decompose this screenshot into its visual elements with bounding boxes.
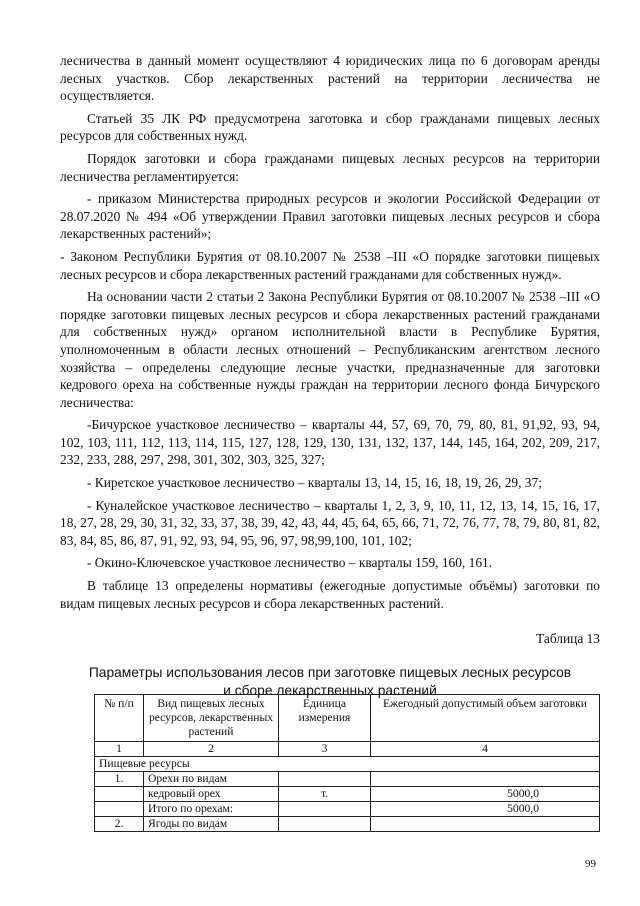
table-row — [95, 817, 600, 832]
table-row — [95, 772, 600, 787]
row-resource: Итого по орехам: — [144, 802, 279, 817]
paragraph: - Законом Республики Бурятия от 08.10.2007 № 2538 –III «О порядке заготовки пищевых лесных ресурсов и сбора лекарственных растений гражданами для собственных нужд». — [60, 248, 600, 282]
table-column-numbers-row — [95, 742, 600, 757]
row-unit — [279, 817, 371, 832]
header-annual-volume: Ежегодный допустимый объем заготовки — [371, 695, 600, 742]
row-number: 1. — [95, 772, 144, 787]
paragraph: -Бичурское участковое лесничество – кварталы 44, 57, 69, 70, 79, 80, 81, 91,92, 93, 94, 102, 103, 111, 112, 113, 114, 115, 127, 128, 129, 130, 131, 132, 137, 144, 145, 164, 202, 209, 217, 232, 233, 288, 297, 298, 301, 302, 303, 325, 327; — [60, 417, 600, 468]
table-section-row — [95, 757, 600, 772]
table-title-line-2: и сборе лекарственных растений — [223, 683, 437, 699]
row-volume: 5000,0 — [371, 802, 600, 817]
column-number: 4 — [371, 742, 600, 757]
column-number: 3 — [279, 742, 371, 757]
section-label: Пищевые ресурсы — [95, 757, 600, 772]
paragraph: В таблице 13 определены нормативы (ежегодные допустимые объёмы) заготовки по видам пищевых лесных ресурсов и сбора лекарственных растений. — [60, 578, 600, 611]
row-unit — [279, 772, 371, 787]
row-resource: Ягоды по видам — [144, 817, 279, 832]
row-resource: кедровый орех — [144, 787, 279, 802]
column-number: 1 — [95, 742, 144, 757]
paragraph: - приказом Министерства природных ресурсов и экологии Российской Федерации от 28.07.2020 № 494 «Об утверждении Правил заготовки пищевых лесных ресурсов и сбора лекарственных растений»; — [60, 191, 600, 242]
row-volume: 5000,0 — [371, 787, 600, 802]
page-number: 99 — [585, 858, 596, 870]
column-number: 2 — [144, 742, 279, 757]
table-header-row — [95, 695, 600, 742]
paragraph: - Окино-Ключевское участковое лесничество – кварталы 159, 160, 161. — [87, 555, 493, 571]
paragraph: Порядок заготовки и сбора гражданами пищевых лесных ресурсов на территории лесничества регламентируется: — [60, 150, 600, 184]
table-row — [95, 787, 600, 802]
paragraph: Статьей 35 ЛК РФ предусмотрена заготовка и сбор гражданами пищевых лесных ресурсов для собственных нужд. — [60, 110, 600, 144]
row-unit: т. — [279, 787, 371, 802]
document-page — [60, 52, 600, 700]
table-label: Таблица 13 — [536, 631, 600, 647]
table-title-line-1: Параметры использования лесов при заготовке пищевых лесных ресурсов — [88, 665, 572, 681]
header-resource-type: Вид пищевых лесных ресурсов, лекарственных растений — [144, 695, 279, 742]
row-number — [95, 787, 144, 802]
row-number — [95, 802, 144, 817]
paragraph: - Киретское участковое лесничество – кварталы 13, 14, 15, 16, 18, 19, 26, 29, 37; — [87, 475, 542, 491]
resources-table — [94, 694, 600, 832]
row-unit — [279, 802, 371, 817]
header-unit: Единица измерения — [279, 695, 371, 742]
body-text — [60, 52, 600, 612]
row-resource: Орехи по видам — [144, 772, 279, 787]
paragraph: лесничества в данный момент осуществляют 4 юридических лица по 6 договорам аренды лесных участков. Сбор лекарственных растений на территории лесничества не осуществляется. — [60, 53, 600, 104]
row-volume — [371, 772, 600, 787]
row-number: 2. — [95, 817, 144, 832]
row-volume — [371, 817, 600, 832]
table-row — [95, 802, 600, 817]
paragraph: - Куналейское участковое лесничество – кварталы 1, 2, 3, 9, 10, 11, 12, 13, 14, 15, 16, 17, 18, 27, 28, 29, 30, 31, 32, 33, 37, 38, 39, 42, 43, 44, 45, 64, 65, 66, 71, 72, 76, 77, 78, 79, 80, 81, 82, 83, 84, 85, 86, 87, 91, 92, 93, 94, 95, 96, 97, 98,99,100, 101, 102; — [60, 497, 600, 548]
paragraph: На основании части 2 статьи 2 Закона Республики Бурятия от 08.10.2007 № 2538 –III «О порядке заготовки пищевых лесных ресурсов и сбора лекарственных растений гражданами для собственных нужд» органом исполнительной власти в Республике Бурятия, уполномоченным в области лесных отношений – Республиканским агентством лесного хозяйства – определены следующие лесные участки, предназначенные для заготовки кедрового ореха на собственные нужды граждан на территории лесного фонда Бичурского лесничества: — [60, 289, 600, 410]
header-number: № п/п — [95, 695, 144, 742]
